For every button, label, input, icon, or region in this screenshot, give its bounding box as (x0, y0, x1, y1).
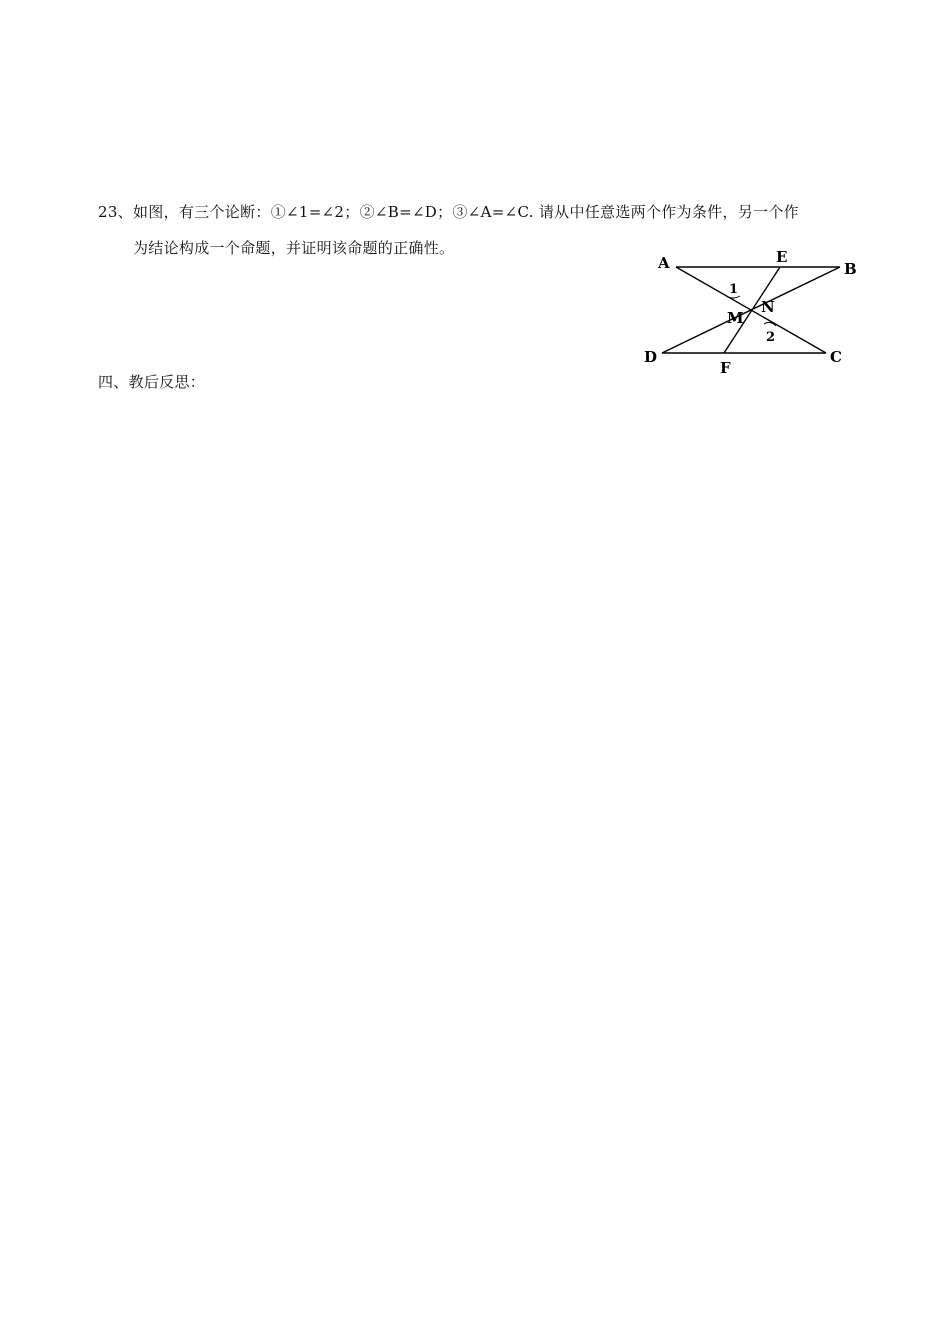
question-text-line-2: 为结论构成一个命题，并证明该命题的正确性。 (133, 239, 455, 257)
label-point-c: C (830, 348, 842, 366)
label-angle-1: 1 (729, 282, 739, 297)
geometry-figure (630, 240, 860, 380)
label-point-f: F (720, 359, 731, 377)
label-point-a: A (658, 254, 670, 272)
question-text-line-1: 23、如图，有三个论断：①∠1=∠2；②∠B=∠D；③∠A=∠C. 请从中任意选两个作为条件，另一个作 (98, 203, 799, 221)
section-title-reflection: 四、教后反思： (98, 373, 206, 391)
label-point-b: B (844, 260, 857, 278)
geometry-diagram (630, 240, 860, 380)
label-point-n: N (761, 298, 775, 316)
label-angle-2: 2 (766, 330, 776, 345)
label-point-e: E (776, 248, 788, 266)
segment-db (662, 267, 840, 353)
label-point-m: M (727, 309, 744, 327)
label-point-d: D (644, 348, 658, 366)
